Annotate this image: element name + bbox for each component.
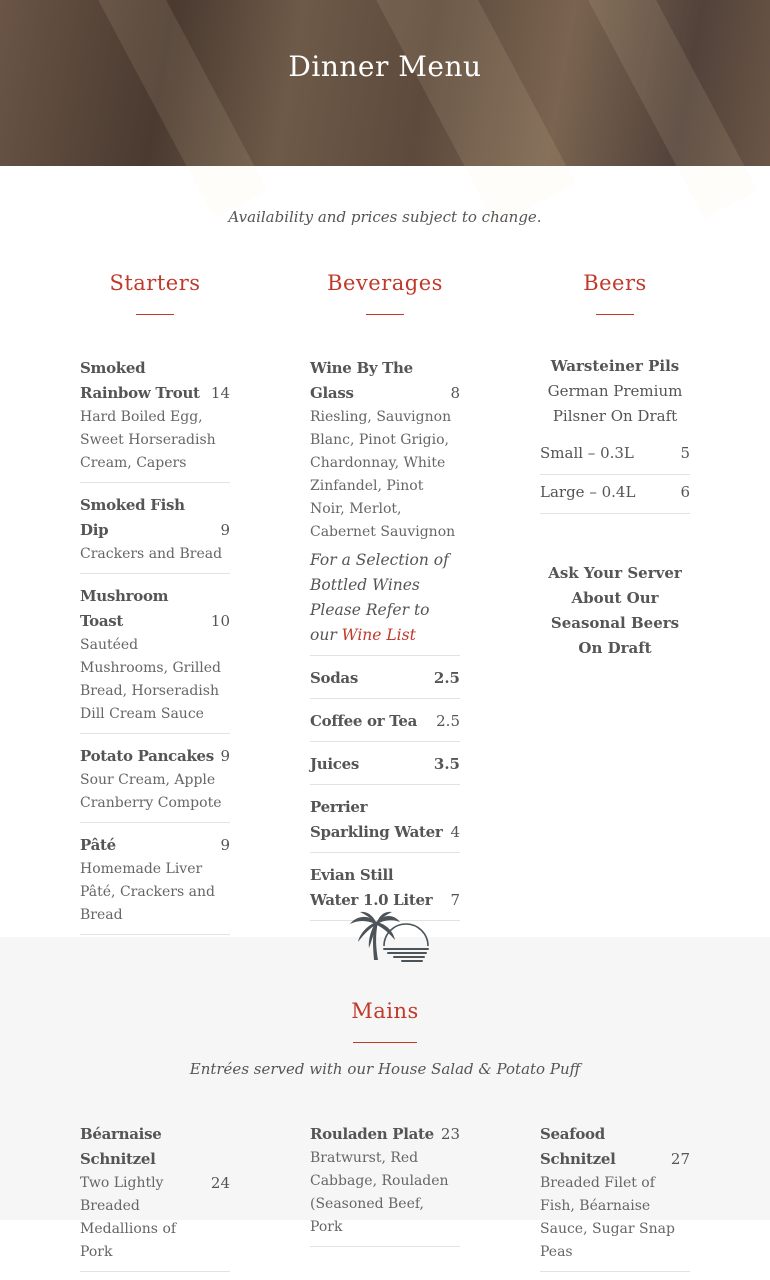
menu-item — [310, 664, 460, 699]
item-description: Two Lightly Breaded Medallions of Pork — [80, 1175, 177, 1260]
item-description: Hard Boiled Egg, Sweet Horseradish Cream, Capers — [80, 409, 216, 471]
mains-title-rule — [353, 1042, 417, 1043]
beers-list — [540, 354, 690, 661]
hero-light-streak — [582, 0, 757, 219]
item-price: 4 — [450, 823, 460, 841]
item-name: Smoked Fish Dip — [80, 496, 185, 539]
menu-item — [310, 707, 460, 742]
item-price: 23 — [440, 1125, 460, 1143]
beer-size-row — [540, 437, 690, 475]
menu-item — [310, 1120, 460, 1247]
hero-light-streak — [92, 0, 267, 219]
wine-list-note — [310, 548, 460, 648]
item-price: 2.5 — [436, 712, 460, 730]
item-name: Evian Still Water 1.0 Liter — [310, 866, 433, 909]
item-name: Potato Pancakes — [80, 747, 214, 765]
beer-size-price: 5 — [680, 444, 690, 462]
beers-title: Beers — [583, 271, 647, 295]
menu-item — [80, 582, 230, 734]
item-name: Pâté — [80, 836, 116, 854]
item-price: 3.5 — [433, 755, 460, 773]
mains-col-3 — [540, 1120, 690, 1280]
menu-item — [310, 793, 460, 853]
item-price: 27 — [670, 1150, 690, 1168]
starters-list — [80, 354, 230, 943]
beer-size-row — [540, 475, 690, 514]
beer-feature-name: Warsteiner Pils — [550, 357, 680, 375]
item-name: Perrier Sparkling Water — [310, 798, 443, 841]
beer-seasonal-note: Ask Your Server About Our Seasonal Beers On Draft — [548, 564, 682, 657]
item-description: Homemade Liver Pâté, Crackers and Bread — [80, 861, 215, 923]
item-name: Wine By The Glass — [310, 359, 413, 402]
availability-note: Availability and prices subject to change. — [228, 208, 542, 226]
menu-item — [80, 354, 230, 483]
beer-feature — [540, 354, 690, 429]
item-price: 2.5 — [433, 669, 460, 687]
beer-feature-description: German Premium Pilsner On Draft — [547, 382, 683, 425]
item-name: Juices — [310, 755, 360, 773]
beer-size-price: 6 — [680, 483, 690, 501]
item-price: 9 — [220, 836, 230, 854]
menu-item — [80, 831, 230, 935]
item-name: Coffee or Tea — [310, 712, 418, 730]
item-name: Rouladen Plate — [310, 1125, 434, 1143]
item-name: Seafood Schnitzel — [540, 1125, 616, 1168]
mains-col-1 — [80, 1120, 230, 1280]
wine-note-text: For a Selection of Bottled Wines Please Refer to our — [310, 551, 449, 644]
item-description: Crackers and Bread — [80, 546, 223, 562]
mains-col-2 — [310, 1120, 460, 1255]
starters-title-rule — [136, 314, 174, 315]
item-price: 14 — [210, 384, 230, 402]
item-name: Smoked Rainbow Trout — [80, 359, 200, 402]
mains-title: Mains — [351, 999, 419, 1023]
item-name: Sodas — [310, 669, 358, 687]
hero-light-streak — [374, 0, 576, 226]
item-description: Bratwurst, Red Cabbage, Rouladen (Seasoned Beef, Pork — [310, 1150, 449, 1235]
beers-title-rule — [596, 314, 634, 315]
menu-item — [80, 1120, 230, 1272]
item-price: 9 — [220, 521, 230, 539]
page-title: Dinner Menu — [288, 50, 482, 83]
item-name: Mushroom Toast — [80, 587, 169, 630]
beer-size-label: Small – 0.3L — [540, 444, 634, 462]
beverages-title: Beverages — [327, 271, 443, 295]
palm-sunset-icon — [338, 910, 432, 964]
wine-list-link[interactable]: Wine List — [341, 626, 416, 644]
starters-title: Starters — [109, 271, 201, 295]
item-price: 8 — [450, 384, 460, 402]
item-description: Sautéed Mushrooms, Grilled Bread, Horseradish Dill Cream Sauce — [80, 637, 222, 722]
item-price: 24 — [210, 1174, 230, 1192]
menu-item — [310, 750, 460, 785]
item-price: 7 — [450, 891, 460, 909]
beer-size-label: Large – 0.4L — [540, 483, 636, 501]
item-description: Sour Cream, Apple Cranberry Compote — [80, 772, 222, 811]
item-description: Riesling, Sauvignon Blanc, Pinot Grigio, Chardonnay, White Zinfandel, Pinot Noir, Merlot, Cabernet Sauvignon — [310, 409, 456, 540]
hero-banner — [0, 0, 770, 166]
item-price: 9 — [220, 747, 230, 765]
item-price: 10 — [210, 612, 230, 630]
menu-item — [80, 491, 230, 574]
menu-item — [80, 742, 230, 823]
beverages-title-rule — [366, 314, 404, 315]
item-name: Béarnaise Schnitzel — [80, 1125, 162, 1168]
item-description: Breaded Filet of Fish, Béarnaise Sauce, Sugar Snap Peas — [540, 1175, 675, 1260]
beverages-list — [310, 354, 460, 929]
menu-item — [540, 1120, 690, 1272]
menu-item-wine — [310, 354, 460, 656]
mains-note: Entrées served with our House Salad & Potato Puff — [189, 1060, 581, 1078]
